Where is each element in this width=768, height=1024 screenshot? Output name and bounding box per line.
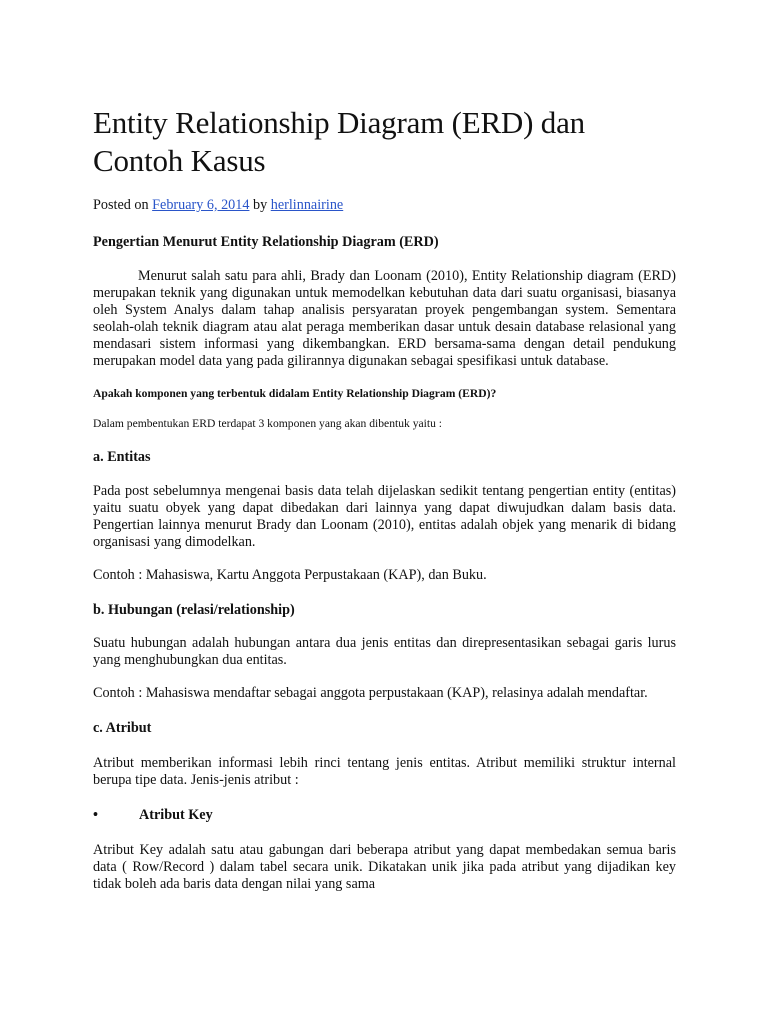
components-question: Apakah komponen yang terbentuk didalam Entity Relationship Diagram (ERD)? <box>93 387 497 400</box>
atribut-key-paragraph: Atribut Key adalah satu atau gabungan dari beberapa atribut yang dapat membedakan semua baris data ( Row/Record ) dalam tabel secara unik. Dikatakan unik jika pada atribut yang dijadikan key tidak boleh ada baris data dengan nilai yang sama <box>93 842 676 892</box>
article <box>93 104 676 893</box>
atribut-heading: c. Atribut <box>93 720 152 736</box>
atribut-paragraph: Atribut memberikan informasi lebih rinci tentang jenis entitas. Atribut memiliki struktur internal berupa tipe data. Jenis-jenis atribut : <box>93 755 676 788</box>
hubungan-heading: b. Hubungan (relasi/relationship) <box>93 602 295 618</box>
author-link[interactable]: herlinnairine <box>270 197 344 213</box>
entitas-paragraph: Pada post sebelumnya mengenai basis data telah dijelaskan sedikit tentang pengertian entity (entitas) yaitu suatu obyek yang dapat dibedakan dari lainnya yang dapat diwujudkan dalam basis data. Pengertian lainnya menurut Brady dan Loonam (2010), entitas adalah objek yang menarik di bidang organisasi yang dimodelkan. <box>93 483 676 550</box>
atribut-key-bullet-item <box>93 806 676 824</box>
entitas-heading: a. Entitas <box>93 449 151 465</box>
bullet-icon: • <box>93 807 98 823</box>
posted-on-label: Posted on <box>93 197 149 213</box>
article-title: Entity Relationship Diagram (ERD) dan Contoh Kasus <box>93 105 585 178</box>
atribut-key-heading: Atribut Key <box>139 807 213 823</box>
hubungan-paragraph: Suatu hubungan adalah hubungan antara dua jenis entitas dan direpresentasikan sebagai garis lurus yang menghubungkan dua entitas. <box>93 635 676 668</box>
entitas-example: Contoh : Mahasiswa, Kartu Anggota Perpustakaan (KAP), dan Buku. <box>93 567 487 583</box>
by-label: by <box>253 197 268 213</box>
definition-paragraph: Menurut salah satu para ahli, Brady dan Loonam (2010), Entity Relationship diagram (ERD) merupakan teknik yang digunakan untuk memodelkan kebutuhan data dari suatu organisasi, biasanya oleh System Analys dalam tahap analisis persyaratan proyek pengembangan system. Sementara seolah-olah teknik diagram atau alat peraga memberikan dasar untuk desain database relasional yang mendasari sistem informasi yang dikembangkan. ERD bersama-sama dengan detail pendukung merupakan model data yang pada gilirannya digunakan sebagai spesifikasi untuk database. <box>93 268 676 369</box>
definition-heading: Pengertian Menurut Entity Relationship Diagram (ERD) <box>93 234 439 250</box>
post-meta <box>93 195 676 215</box>
hubungan-example: Contoh : Mahasiswa mendaftar sebagai anggota perpustakaan (KAP), relasinya adalah mendaftar. <box>93 685 648 701</box>
components-intro: Dalam pembentukan ERD terdapat 3 komponen yang akan dibentuk yaitu : <box>93 417 443 430</box>
post-date-link[interactable]: February 6, 2014 <box>152 197 250 213</box>
